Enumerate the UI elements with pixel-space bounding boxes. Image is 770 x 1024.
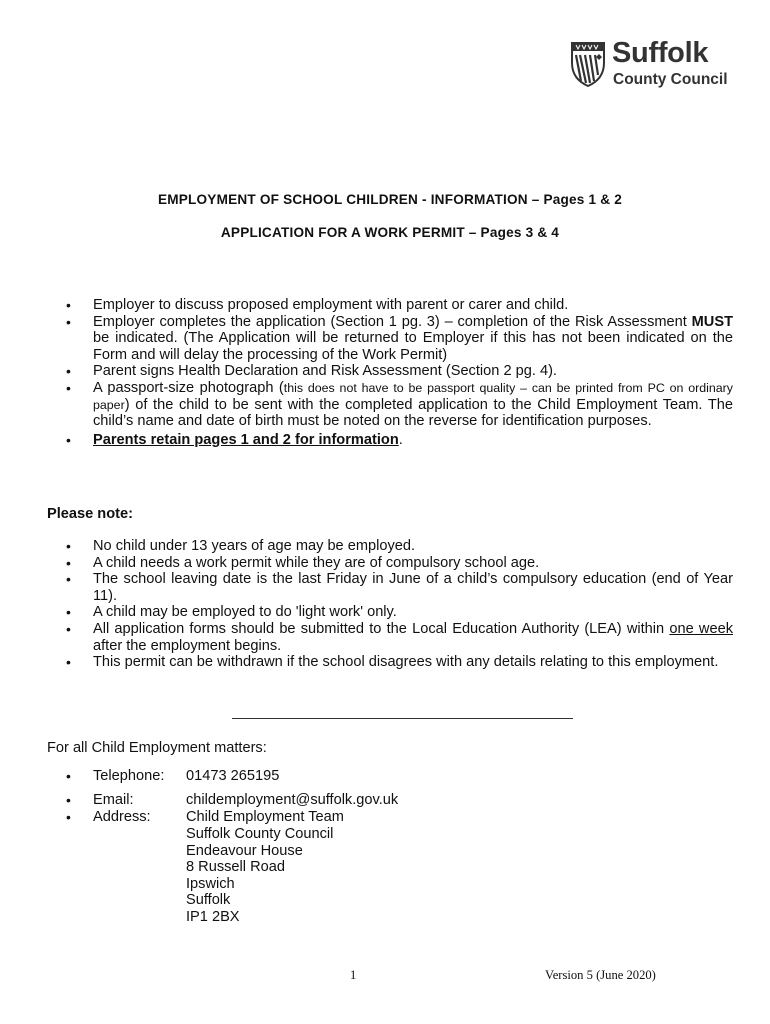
list-item [0,621,733,654]
list-item [0,604,733,621]
list-item-text: A passport-size photograph ( [93,379,284,396]
list-item [0,363,733,380]
heading-information: EMPLOYMENT OF SCHOOL CHILDREN - INFORMATION – Pages 1 & 2 [157,192,623,207]
bullet-icon: • [66,654,71,671]
list-item-text: All application forms should be submitted to the Local Education Authority (LEA) within [93,620,670,637]
divider [232,718,573,719]
suffolk-shield-icon [569,41,607,87]
list-item [0,654,733,671]
address-line: Endeavour House [186,843,303,859]
list-item-text: Parent signs Health Declaration and Risk Assessment (Section 2 pg. 4). [93,363,557,380]
list-item-text: No child under 13 years of age may be employed. [93,538,416,554]
list-item-text: after the employment begins. [93,637,282,654]
address-label: Address: [93,809,151,825]
parents-retain-note: Parents retain pages 1 and 2 for information [93,431,399,448]
list-item [0,380,733,430]
bullet-icon: • [66,363,71,380]
list-item [0,432,733,449]
version-label: Version 5 (June 2020) [545,968,656,982]
list-item [0,555,733,572]
bullet-icon: • [66,768,71,784]
address-line: Suffolk [186,892,231,908]
instructions-list [0,297,733,448]
bullet-icon: • [66,431,71,448]
logo-wordmark-county-council: County Council [613,71,728,88]
heading-application: APPLICATION FOR A WORK PERMIT – Pages 3 & 4 [220,225,560,240]
list-item [0,314,733,364]
please-note-list [0,538,733,671]
bullet-icon: • [66,604,71,621]
page-number: 1 [350,968,357,982]
list-item [0,571,733,604]
email-label: Email: [93,792,134,808]
list-item-text: This permit can be withdrawn if the school disagrees with any details relating to this employment. [93,654,719,671]
bullet-icon: • [66,792,71,808]
list-item-text: Employer to discuss proposed employment with parent or carer and child. [93,297,569,313]
bullet-icon: • [66,379,71,396]
telephone-value: 01473 265195 [186,768,280,784]
list-item [0,538,733,555]
bullet-icon: • [66,620,71,637]
bullet-icon: • [66,313,71,330]
email-link[interactable]: childemployment@suffolk.gov.uk [186,792,399,808]
bullet-icon: • [66,809,71,825]
suffolk-county-council-logo [569,37,739,92]
bullet-icon: • [66,571,71,588]
emphasis-must: MUST [691,313,733,330]
list-item [0,297,733,314]
address-line: Ipswich [186,876,235,892]
list-item-text: Employer completes the application (Section 1 pg. 3) – completion of the Risk Assessment [93,313,692,330]
address-line: Child Employment Team [186,809,344,825]
list-item-text: A child may be employed to do 'light work' only. [93,604,397,621]
please-note-title: Please note: [47,506,133,522]
list-item-text: The school leaving date is the last Friday in June of a child’s compulsory education (end of Year 11). [93,571,733,604]
one-week-emphasis: one week [669,620,733,637]
bullet-icon: • [66,554,71,571]
contact-intro: For all Child Employment matters: [47,740,267,756]
bullet-icon: • [66,538,71,554]
list-item-text: . [398,431,403,448]
list-item-text: be indicated. (The Application will be returned to Employer if this has not been indicated on the Form and will delay the processing of the Work Permit) [93,330,733,363]
list-item-text: A child needs a work permit while they are of compulsory school age. [93,554,540,571]
photo-note: this does not have to be passport quality – can be printed from PC on ordinary paper [93,380,733,412]
bullet-icon: • [66,297,71,313]
telephone-label: Telephone: [93,768,165,784]
logo-wordmark-suffolk: Suffolk [612,37,709,69]
address-line: IP1 2BX [186,909,240,925]
address-line: Suffolk County Council [186,826,334,842]
list-item-text: ) of the child to be sent with the completed application to the Child Employment Team. The child’s name and date of birth must be noted on the reverse for identification purposes. [93,396,733,430]
address-line: 8 Russell Road [186,859,285,875]
